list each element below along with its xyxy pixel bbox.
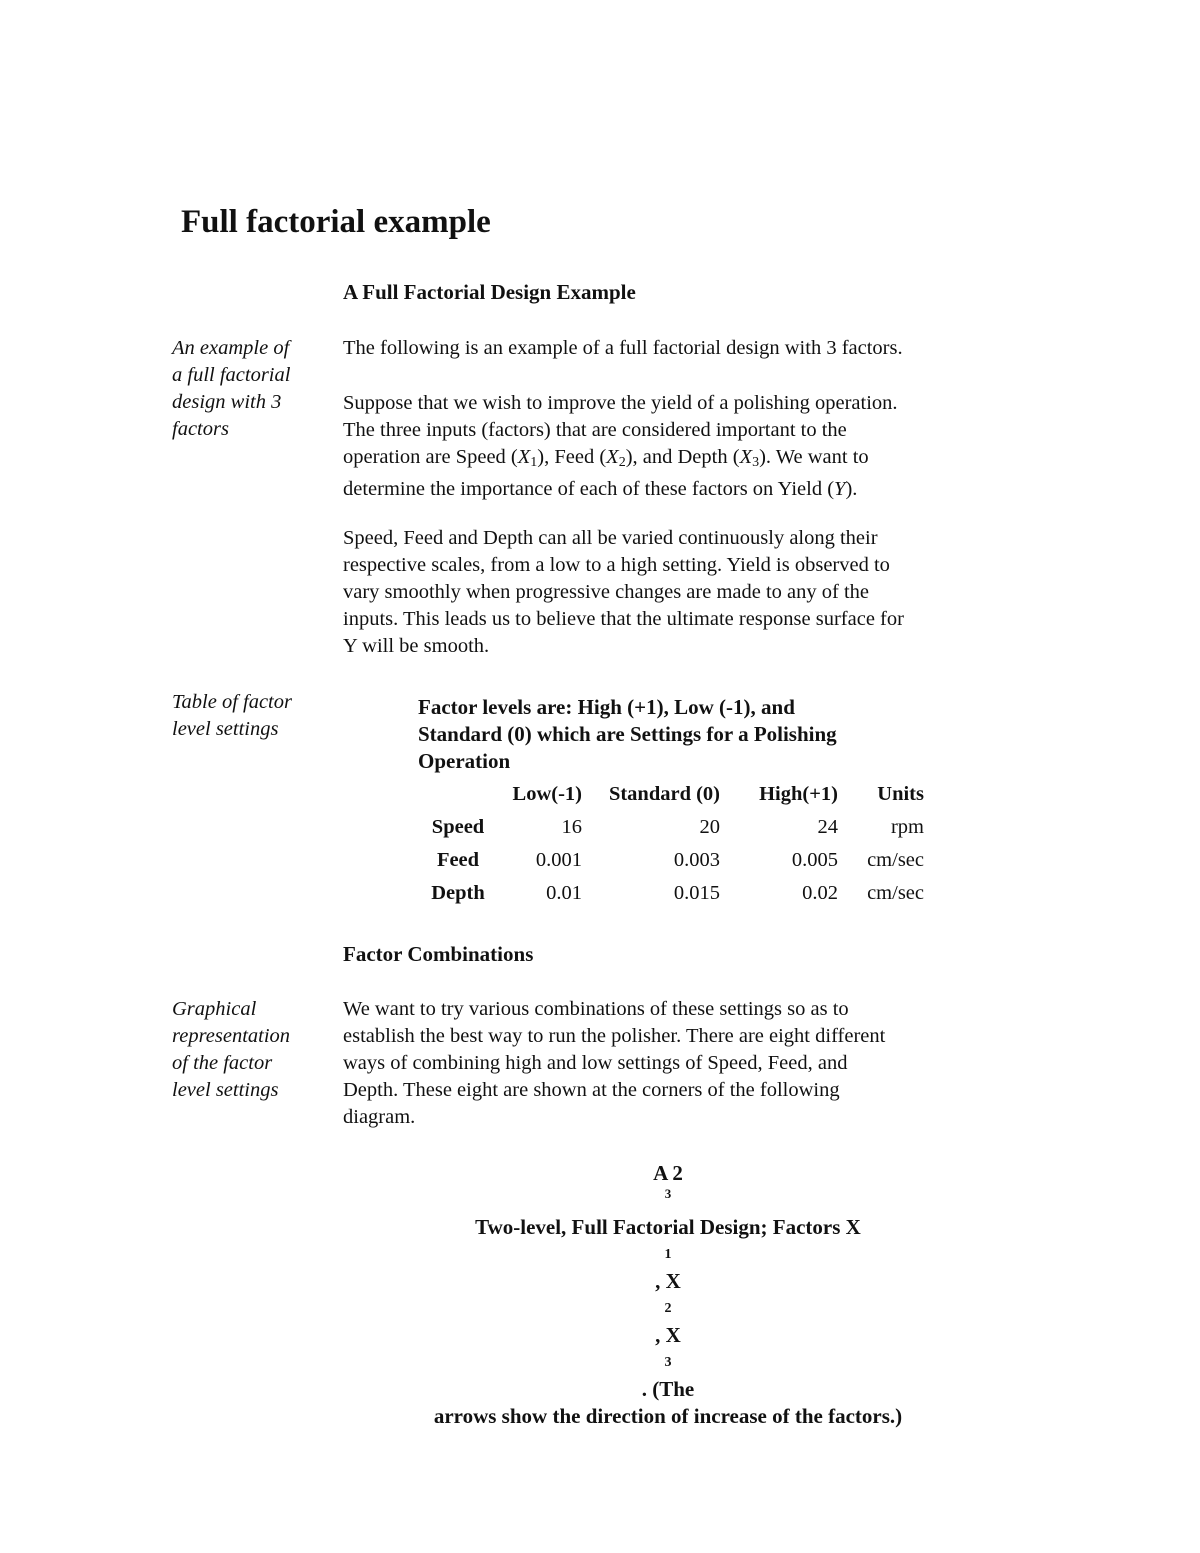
table-row: Feed 0.001 0.003 0.005 cm/sec [436, 849, 924, 871]
combinations-heading: Factor Combinations [343, 942, 534, 966]
margin-note-graphical: Graphical representation of the factor level settings [172, 998, 291, 1101]
table-row: Speed 16 20 24 rpm [431, 816, 924, 838]
table-row: Depth 0.01 0.015 0.02 cm/sec [431, 882, 924, 904]
page-title: Full factorial example [181, 204, 491, 240]
section-heading: A Full Factorial Design Example [343, 280, 636, 304]
margin-note-example: An example of a full factorial design with 3 factors [172, 337, 291, 440]
table-header-row: Low(-1) Standard (0) High(+1) Units [512, 783, 924, 805]
table-caption: Factor levels are: High (+1), Low (-1), and Standard (0) which are Settings for a Polishing Operation [418, 695, 837, 773]
combinations-paragraph: We want to try various combinations of these settings so as to establish the best way to run the polisher. There are eight different ways of combining high and low settings of Speed, Feed, and Depth. These eight are shown at the corners of the following diagram. [343, 998, 886, 1128]
smoothness-paragraph: Speed, Feed and Depth can all be varied continuously along their respective scales, from a low to a high setting. Yield is observed to vary smoothly when progressive changes are made to any of the inputs. This leads us to believe that the ultimate response surface for Y will be smooth. [343, 527, 904, 657]
yield-paragraph: Suppose that we wish to improve the yield of a polishing operation. The three inputs (factors) that are considered important to the operation are Speed $(X_1)$, Feed $(X_2)$, and Depth $(X_3)$. We want to determine the importance of each of these factors on Yield (Y). [343, 392, 898, 500]
intro-paragraph: The following is an example of a full factorial design with 3 factors. [343, 337, 903, 359]
factor-level-table [418, 778, 924, 910]
design-figure-title: A 2 $^3$ Two-level, Full Factorial Design; Factors X 1 , X 2 , X 3 . (The arrows show the direction of increase of the factors.) [433, 1161, 903, 1428]
margin-note-table: Table of factor level settings [172, 691, 292, 740]
